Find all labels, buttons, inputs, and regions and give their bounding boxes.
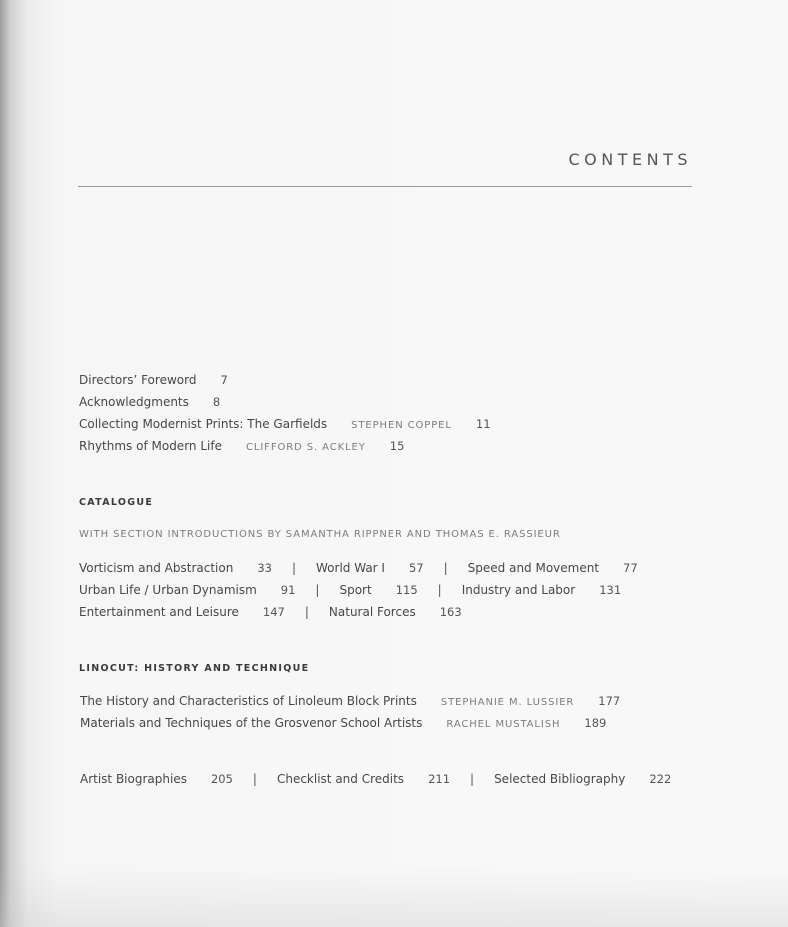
entry-page: 33 [257, 561, 272, 575]
toc-entry [339, 582, 417, 598]
entry-label: Directors’ Foreword [79, 373, 197, 387]
toc-entry [80, 771, 233, 787]
toc-entry [79, 582, 295, 598]
entry-page: 131 [599, 583, 622, 597]
entry-page: 91 [280, 583, 296, 597]
section-heading-linocut: LINOCUT: HISTORY AND TECHNIQUE [79, 663, 310, 674]
entry-label: World War I [316, 561, 385, 575]
entry-page: 8 [212, 395, 221, 409]
entry-label: Collecting Modernist Prints: The Garfields [79, 417, 328, 431]
entry-label: Industry and Labor [461, 583, 576, 597]
entry-author: STEPHANIE M. LUSSIER [440, 697, 575, 708]
entry-page: 77 [623, 561, 638, 575]
entry-page: 57 [408, 561, 424, 575]
entry-page: 115 [395, 583, 418, 597]
separator: | [443, 561, 448, 575]
entry-label: Checklist and Credits [276, 772, 405, 786]
toc-entry [494, 771, 671, 787]
back-matter-row [80, 771, 671, 787]
entry-label: Materials and Techniques of the Grosvenor School Artists [80, 716, 423, 730]
entry-page: 7 [220, 373, 228, 387]
separator: | [291, 561, 297, 575]
separator: | [437, 583, 442, 597]
entry-page: 205 [210, 772, 233, 786]
entry-page: 15 [389, 439, 405, 453]
entry-page: 211 [428, 772, 451, 786]
toc-entry [79, 438, 404, 456]
entry-label: Vorticism and Abstraction [79, 561, 234, 575]
toc-entry [462, 582, 621, 598]
title-rule [78, 186, 692, 187]
entry-label: Rhythms of Modern Life [79, 439, 222, 453]
catalogue-row [79, 582, 621, 598]
entry-label: Urban Life / Urban Dynamism [79, 583, 257, 597]
toc-entry [79, 604, 285, 620]
separator: | [315, 583, 320, 597]
toc-entry [80, 715, 606, 733]
toc-entry [79, 560, 272, 576]
entry-label: Selected Bibliography [494, 772, 626, 786]
entry-author: STEPHEN COPPEL [351, 420, 452, 431]
separator: | [252, 772, 257, 786]
entry-page: 189 [584, 716, 607, 730]
separator: | [304, 605, 309, 619]
toc-entry [316, 560, 424, 576]
entry-label: Artist Biographies [80, 772, 187, 786]
catalogue-row [79, 560, 638, 576]
entry-page: 147 [262, 605, 285, 619]
entry-page: 11 [475, 417, 491, 431]
page-title: CONTENTS [568, 150, 692, 169]
toc-entry [468, 560, 638, 576]
toc-entry [79, 372, 228, 388]
entry-label: The History and Characteristics of Linoleum Block Prints [80, 694, 417, 708]
entry-label: Entertainment and Leisure [79, 605, 239, 619]
toc-entry [80, 693, 620, 711]
entry-page: 177 [598, 694, 621, 708]
toc-entry [79, 416, 491, 434]
entry-label: Speed and Movement [467, 561, 600, 575]
entry-page: 222 [649, 772, 672, 786]
page-shadow [0, 867, 788, 927]
toc-entry [329, 604, 462, 620]
entry-author: CLIFFORD S. ACKLEY [245, 442, 366, 453]
entry-page: 163 [439, 605, 462, 619]
entry-label: Acknowledgments [79, 395, 189, 409]
separator: | [470, 772, 475, 786]
catalogue-row [79, 604, 462, 620]
section-subheading: WITH SECTION INTRODUCTIONS BY SAMANTHA RIPPNER AND THOMAS E. RASSIEUR [79, 529, 561, 540]
toc-entry [79, 394, 220, 410]
entry-author: RACHEL MUSTALISH [446, 719, 561, 730]
toc-entry [277, 771, 450, 787]
entry-label: Sport [339, 583, 372, 597]
section-heading-catalogue: CATALOGUE [79, 497, 154, 508]
entry-label: Natural Forces [328, 605, 416, 619]
